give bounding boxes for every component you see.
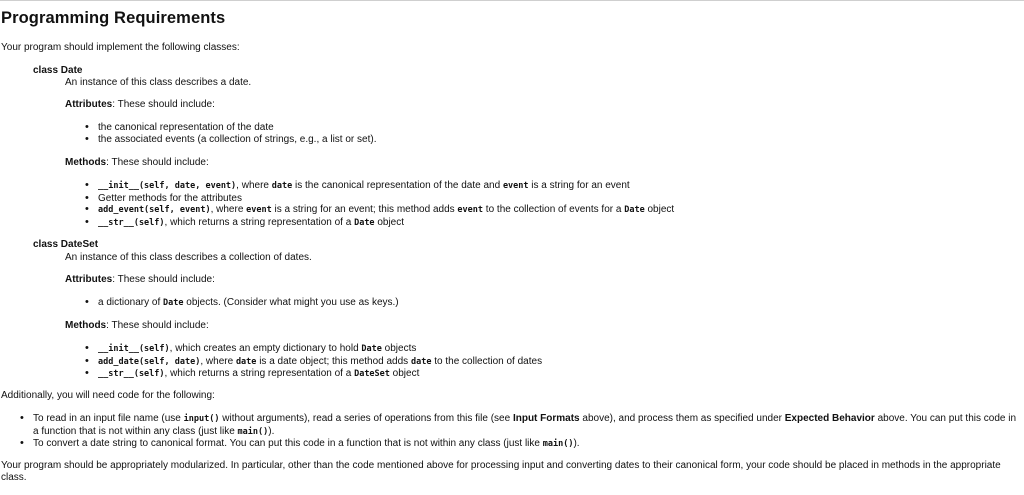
- date-attributes-heading: [65, 99, 215, 111]
- dateset-attributes-text: : These should include:: [112, 274, 215, 285]
- list-item: • add_event(self, event), where event is a string for an event; this method adds event to the collection of events for a Date object: [85, 204, 674, 217]
- page-title: Programming Requirements: [1, 9, 226, 27]
- dateset-attributes-heading: [65, 274, 215, 286]
- list-item: • To convert a date string to canonical format. You can put this code in a function that is not within any class (just like main()).: [20, 438, 1020, 451]
- closing-text: Your program should be appropriately modularized. In particular, other than the code mentioned above for processing input and converting dates to their canonical form, your code should be placed in methods in the appropriate class.: [1, 460, 1001, 483]
- date-attributes-label: Attributes: [65, 99, 113, 110]
- list-item: • __str__(self), which returns a string representation of a Date object: [85, 217, 674, 230]
- intro-text: Your program should implement the following classes:: [1, 42, 240, 53]
- date-attributes-text: : These should include:: [112, 99, 215, 110]
- list-item: • the associated events (a collection of strings, e.g., a list or set).: [85, 134, 376, 146]
- date-class-heading: class Date: [33, 65, 83, 76]
- dateset-methods-label: Methods: [65, 320, 107, 331]
- list-item: • Getter methods for the attributes: [85, 193, 674, 205]
- list-item: • To read in an input file name (use input() without arguments), read a series of operations from this file (see Input Formats above), and process them as specified under Expected Behavior above. You can put this code in a function that is not within any class (just like main()).: [20, 413, 1020, 438]
- dateset-attributes-label: Attributes: [65, 274, 113, 285]
- dateset-methods-list: [85, 343, 542, 381]
- dateset-attributes-list: [85, 297, 399, 310]
- dateset-methods-heading: [65, 320, 209, 332]
- dateset-class-description: An instance of this class describes a collection of dates.: [65, 252, 312, 263]
- dateset-class-heading: class DateSet: [33, 239, 99, 250]
- date-methods-label: Methods: [65, 157, 107, 168]
- date-methods-heading: [65, 157, 209, 169]
- list-item: • __str__(self), which returns a string representation of a DateSet object: [85, 368, 542, 381]
- date-class-description: An instance of this class describes a date.: [65, 77, 252, 88]
- list-item: • __init__(self, date, event), where date is the canonical representation of the date and event is a string for an event: [85, 180, 674, 193]
- dateset-methods-text: : These should include:: [106, 320, 209, 331]
- additionally-text: Additionally, you will need code for the following:: [1, 390, 215, 401]
- date-methods-list: [85, 180, 674, 229]
- top-divider: [0, 0, 1024, 1]
- date-attributes-list: [85, 122, 376, 145]
- list-item: • the canonical representation of the date: [85, 122, 376, 134]
- date-methods-text: : These should include:: [106, 157, 209, 168]
- list-item: • a dictionary of Date objects. (Consider what might you use as keys.): [85, 297, 399, 310]
- additional-list: [20, 413, 1020, 451]
- list-item: • add_date(self, date), where date is a date object; this method adds date to the collection of dates: [85, 356, 542, 369]
- list-item: • __init__(self), which creates an empty dictionary to hold Date objects: [85, 343, 542, 356]
